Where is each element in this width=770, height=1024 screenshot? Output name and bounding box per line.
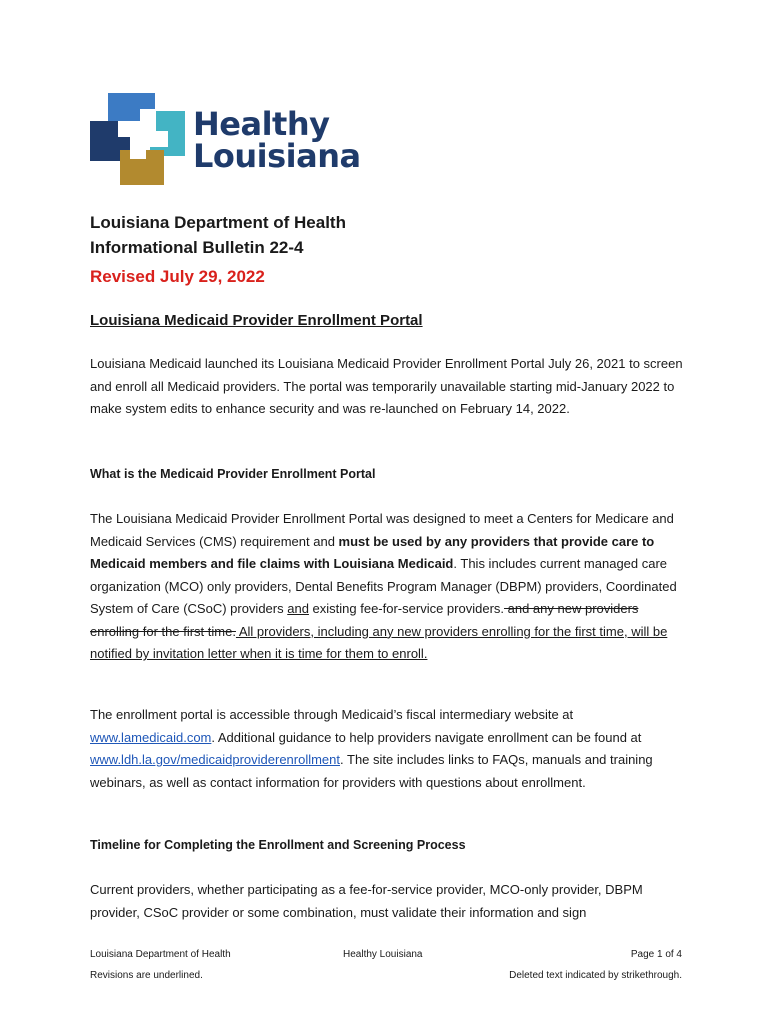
revision-text: All providers, including any new providers enrolling for the first time, will be notified by invitation letter when it is time for them to enroll. <box>90 623 668 661</box>
footer-strikethrough-note: Deleted text indicated by strikethrough. <box>509 970 682 981</box>
timeline-heading: Timeline for Completing the Enrollment and Screening Process <box>90 838 466 852</box>
footer-center: Healthy Louisiana <box>343 949 423 960</box>
revised-date: Revised July 29, 2022 <box>90 267 265 286</box>
access-text-3: . The site includes links to FAQs, manuals and training webinars, as well as contact information for providers with questions about enrollment. <box>90 752 653 790</box>
deleted-text: and any new providers enrolling for the first time. <box>90 601 639 639</box>
what-heading: What is the Medicaid Provider Enrollment Portal <box>90 467 376 481</box>
what-bold-text: must be used by any providers that provide care to Medicaid members and file claims with Louisiana Medicaid <box>90 533 655 571</box>
intro-paragraph: Louisiana Medicaid launched its Louisiana Medicaid Provider Enrollment Portal July 26, 2021 to screen and enroll all Medicaid providers. The portal was temporarily unavailable starting mid-January 2022 to make system edits to enhance security and was re-launched on February 14, 2022. <box>90 356 683 416</box>
logo-line-1: Healthy <box>193 105 330 143</box>
access-text-2: . Additional guidance to help providers navigate enrollment can be found at <box>211 729 642 745</box>
access-paragraph <box>90 704 690 794</box>
what-text-1: The Louisiana Medicaid Provider Enrollment Portal was designed to meet a Centers for Medicare and Medicaid Services (CMS) requirement and <box>90 511 674 549</box>
footer-revisions-note: Revisions are underlined. <box>90 970 203 981</box>
timeline-paragraph: Current providers, whether participating as a fee-for-service provider, MCO-only provider, DBPM provider, CSoC provider or some combination, must validate their information and sign <box>90 882 643 920</box>
department-heading: Louisiana Department of Health <box>90 213 346 232</box>
section-title: Louisiana Medicaid Provider Enrollment Portal <box>90 312 423 329</box>
what-paragraph <box>90 508 690 666</box>
what-text-2: . This includes current managed care organization (MCO) only providers, Dental Benefits Program Manager (DBPM) providers, Coordinated System of Care (CSoC) providers <box>90 556 677 616</box>
lamedicaid-link[interactable]: www.lamedicaid.com <box>90 729 212 745</box>
logo-wordmark <box>193 105 361 175</box>
ldh-enrollment-link[interactable]: www.ldh.la.gov/medicaidproviderenrollment <box>90 752 341 767</box>
access-text-1: The enrollment portal is accessible through Medicaid’s fiscal intermediary website at <box>90 707 574 722</box>
bulletin-heading: Informational Bulletin 22-4 <box>90 238 304 257</box>
logo-line-2: Louisiana <box>193 137 361 175</box>
footer-page-number: Page 1 of 4 <box>630 949 682 960</box>
what-text-3: existing fee-for-service providers. <box>308 601 505 616</box>
footer-department: Louisiana Department of Health <box>90 949 231 960</box>
revision-and: and <box>287 601 309 616</box>
